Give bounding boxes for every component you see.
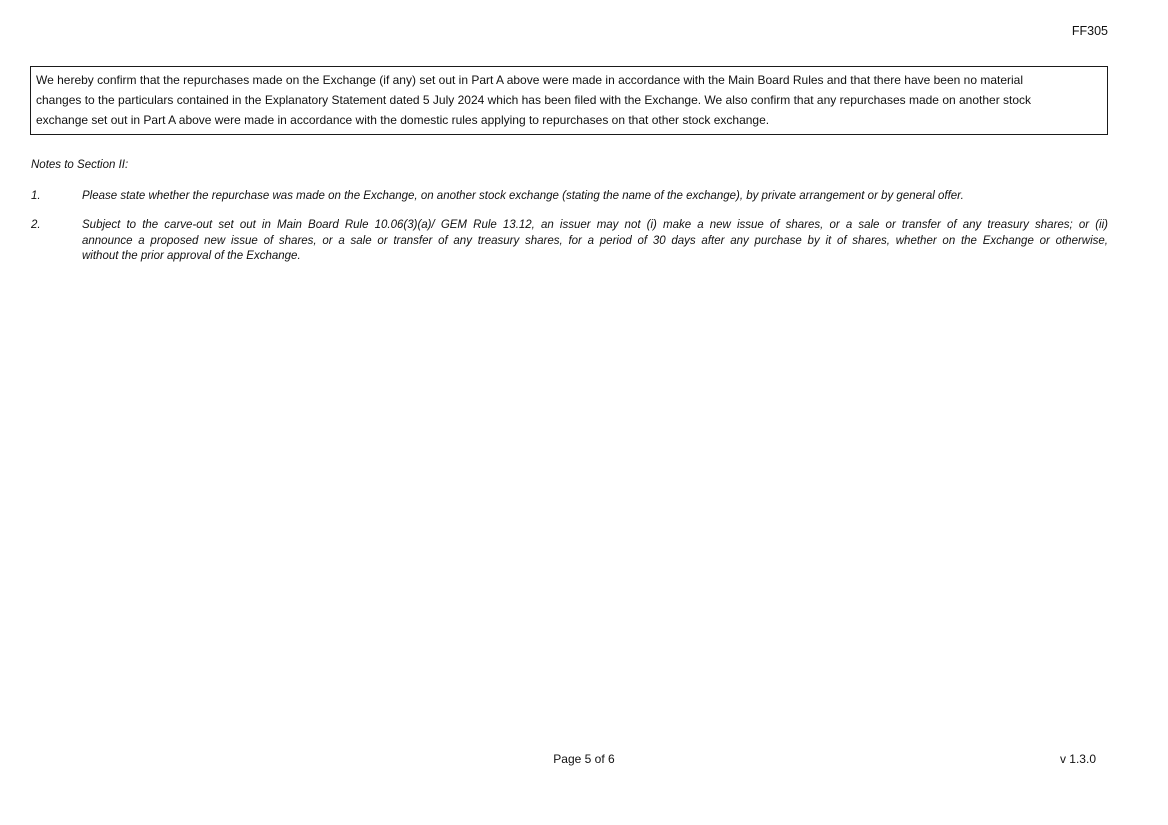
form-version-label: v 1.3.0: [1059, 752, 1096, 766]
note-item-2: [31, 218, 1108, 265]
note-number: 2.: [31, 219, 41, 231]
note-text-line: without the prior approval of the Exchange.: [82, 250, 301, 262]
note-text-line: announce a proposed new issue of shares, or a sale or transfer of any treasury shares, for a period of 30 days after any purchase by it of shares, whether on the Exchange or otherwise,: [82, 234, 1108, 247]
notes-section-heading: Notes to Section II:: [31, 159, 129, 171]
page-number-indicator: Page 5 of 6: [553, 752, 615, 766]
form-code-label: FF305: [1071, 24, 1108, 38]
note-body: [82, 218, 1108, 265]
note-text-line: Subject to the carve-out set out in Main Board Rule 10.06(3)(a)/ GEM Rule 13.12, an issuer may not (i) make a new issue of shares, or a sale or transfer of any treasury shares; or (ii): [82, 219, 1108, 231]
confirmation-text-line: We hereby confirm that the repurchases made on the Exchange (if any) set out in Part A above were made in accordance with the Main Board Rules and that there have been no material: [36, 73, 1024, 87]
confirmation-text-line: changes to the particulars contained in the Explanatory Statement dated 5 July 2024 which has been filed with the Exchange. We also confirm that any repurchases made on another stock: [36, 93, 1032, 107]
note-item-1: [31, 189, 1108, 205]
note-number: 1.: [31, 190, 41, 202]
confirmation-text-line: exchange set out in Part A above were made in accordance with the domestic rules applying to repurchases on that other stock exchange.: [36, 113, 770, 127]
note-text-line: Please state whether the repurchase was made on the Exchange, on another stock exchange (stating the name of the exchange), by private arrangement or by general offer.: [82, 190, 964, 202]
note-body: [82, 189, 1108, 205]
confirmation-box: [30, 66, 1108, 135]
